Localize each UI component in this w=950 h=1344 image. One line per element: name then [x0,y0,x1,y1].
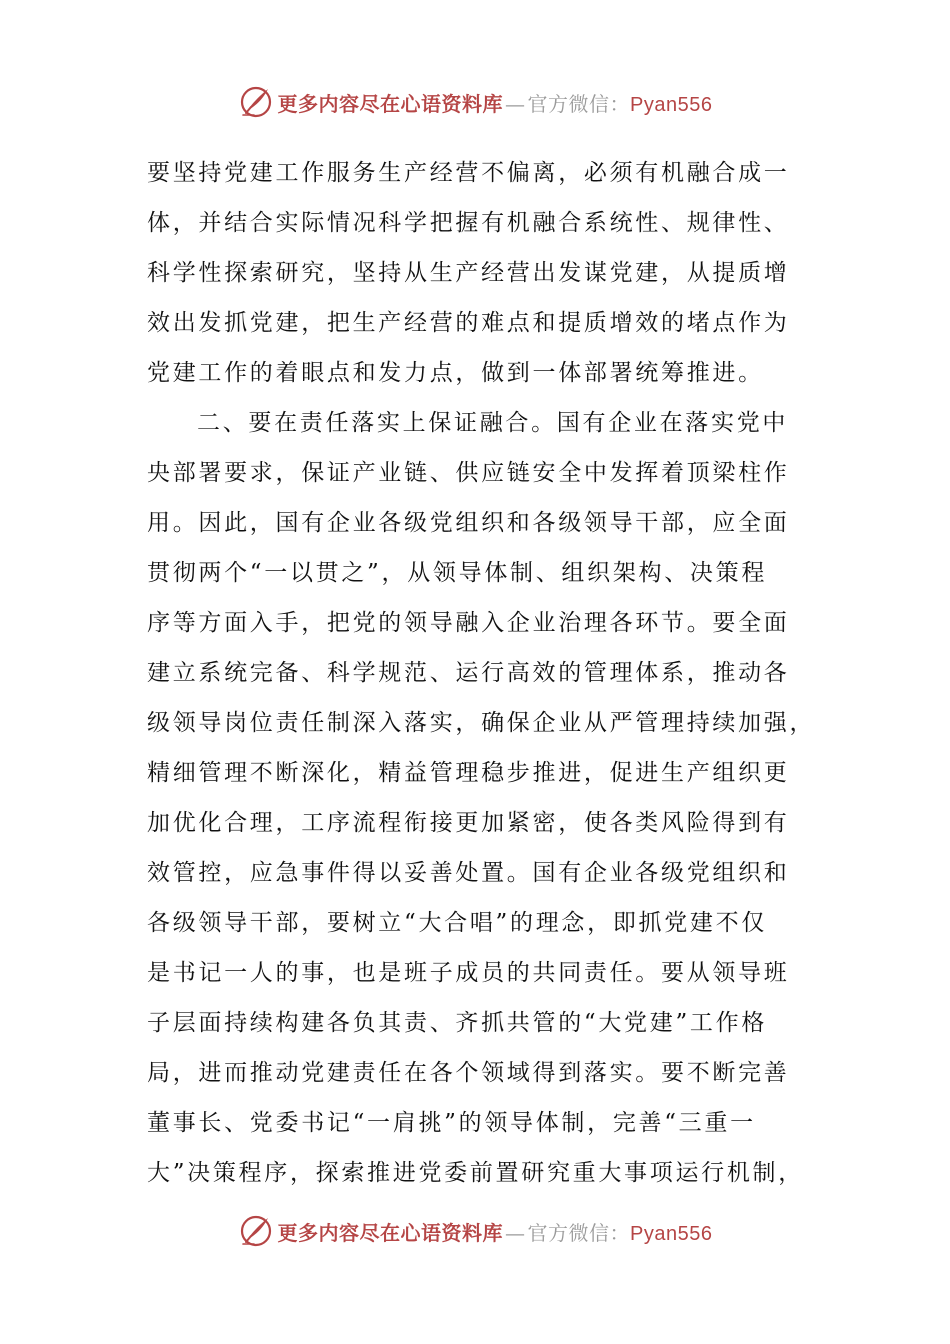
header-banner [0,82,950,122]
quill-circle-icon [238,1213,274,1249]
text-line: 体，并结合实际情况科学把握有机融合系统性、规律性、 [147,210,790,236]
banner-text [278,1217,713,1246]
text-line: 级领导岗位责任制深入落实，确保企业从严管理持续加强， [147,710,816,736]
text-line: 大”决策程序，探索推进党委前置研究重大事项运行机制， [147,1160,804,1186]
text-line: 党建工作的着眼点和发力点，做到一体部署统筹推进。 [147,360,764,386]
text-line: 用。因此，国有企业各级党组织和各级领导干部，应全面 [147,510,790,536]
text-line: 建立系统完备、科学规范、运行高效的管理体系，推动各 [147,660,790,686]
banner-main-text: 更多内容尽在心语资料库 [277,91,504,116]
text-line: 央部署要求，保证产业链、供应链安全中发挥着顶梁柱作 [147,460,790,486]
banner-separator: — [505,91,526,116]
text-line: 加优化合理，工序流程衔接更加紧密，使各类风险得到有 [147,810,790,836]
text-line: 要坚持党建工作服务生产经营不偏离，必须有机融合成一 [147,160,790,186]
text-line: 子层面持续构建各负其责、齐抓共管的“大党建”工作格 [147,1010,768,1036]
banner-separator: — [505,1220,526,1245]
paragraph-start-line: 二、要在责任落实上保证融合。国有企业在落实党中 [197,410,789,436]
banner-wechat-label: 官方微信： [527,1220,631,1245]
footer-banner [0,1211,950,1251]
banner-wechat-id: Pyan556 [630,93,713,116]
banner-main-text: 更多内容尽在心语资料库 [277,1220,504,1245]
banner-text [278,88,713,117]
text-line: 效管控，应急事件得以妥善处置。国有企业各级党组织和 [147,860,790,886]
text-line: 效出发抓党建，把生产经营的难点和提质增效的堵点作为 [147,310,790,336]
text-line: 局，进而推动党建责任在各个领域得到落实。要不断完善 [147,1060,790,1086]
text-line: 精细管理不断深化，精益管理稳步推进，促进生产组织更 [147,760,790,786]
text-line: 科学性探索研究，坚持从生产经营出发谋党建，从提质增 [147,260,790,286]
document-body [147,148,816,1198]
banner-wechat-id: Pyan556 [630,1222,713,1245]
quill-circle-icon [238,84,274,120]
text-line: 各级领导干部，要树立“大合唱”的理念，即抓党建不仅 [147,910,768,936]
text-line: 序等方面入手，把党的领导融入企业治理各环节。要全面 [147,610,790,636]
text-line: 贯彻两个“一以贯之”，从领导体制、组织架构、决策程 [147,560,768,586]
banner-wechat-label: 官方微信： [527,91,631,116]
text-line: 董事长、党委书记“一肩挑”的领导体制，完善“三重一 [147,1110,756,1136]
text-line: 是书记一人的事，也是班子成员的共同责任。要从领导班 [147,960,790,986]
